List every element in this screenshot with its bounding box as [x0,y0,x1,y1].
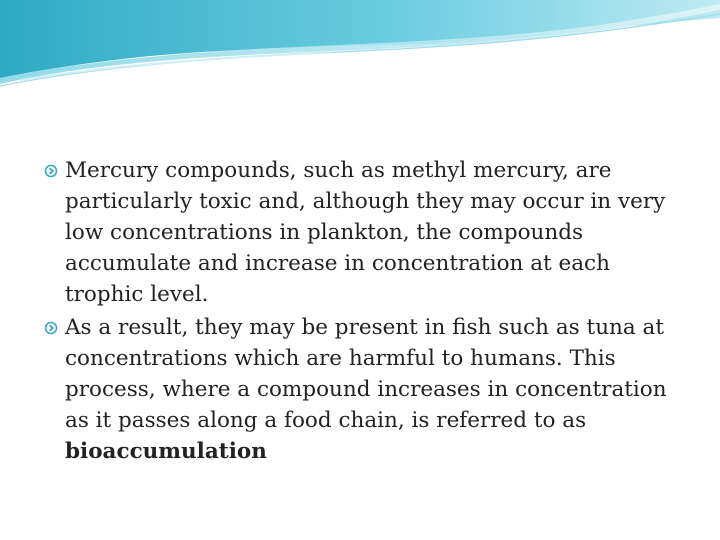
bullet-text: Mercury compounds, such as methyl mercury, are particularly toxic and, although they may occur in very low concentrations in plankton, the compounds accumulate and increase in concentration at each trophic level. [65,158,666,307]
bullet-list [44,155,694,469]
bold-term: bioaccumulation [65,439,267,464]
arrow-bullet-icon [44,164,58,178]
decorative-wave-header [0,0,720,90]
bullet-item [44,155,694,310]
bullet-item [44,312,694,467]
bullet-text: As a result, they may be present in fish such as tuna at concentrations which are harmful to humans. This process, where a compound increases in concentration as it passes along a food chain, is referred to as [65,315,667,433]
arrow-bullet-icon [44,321,58,335]
